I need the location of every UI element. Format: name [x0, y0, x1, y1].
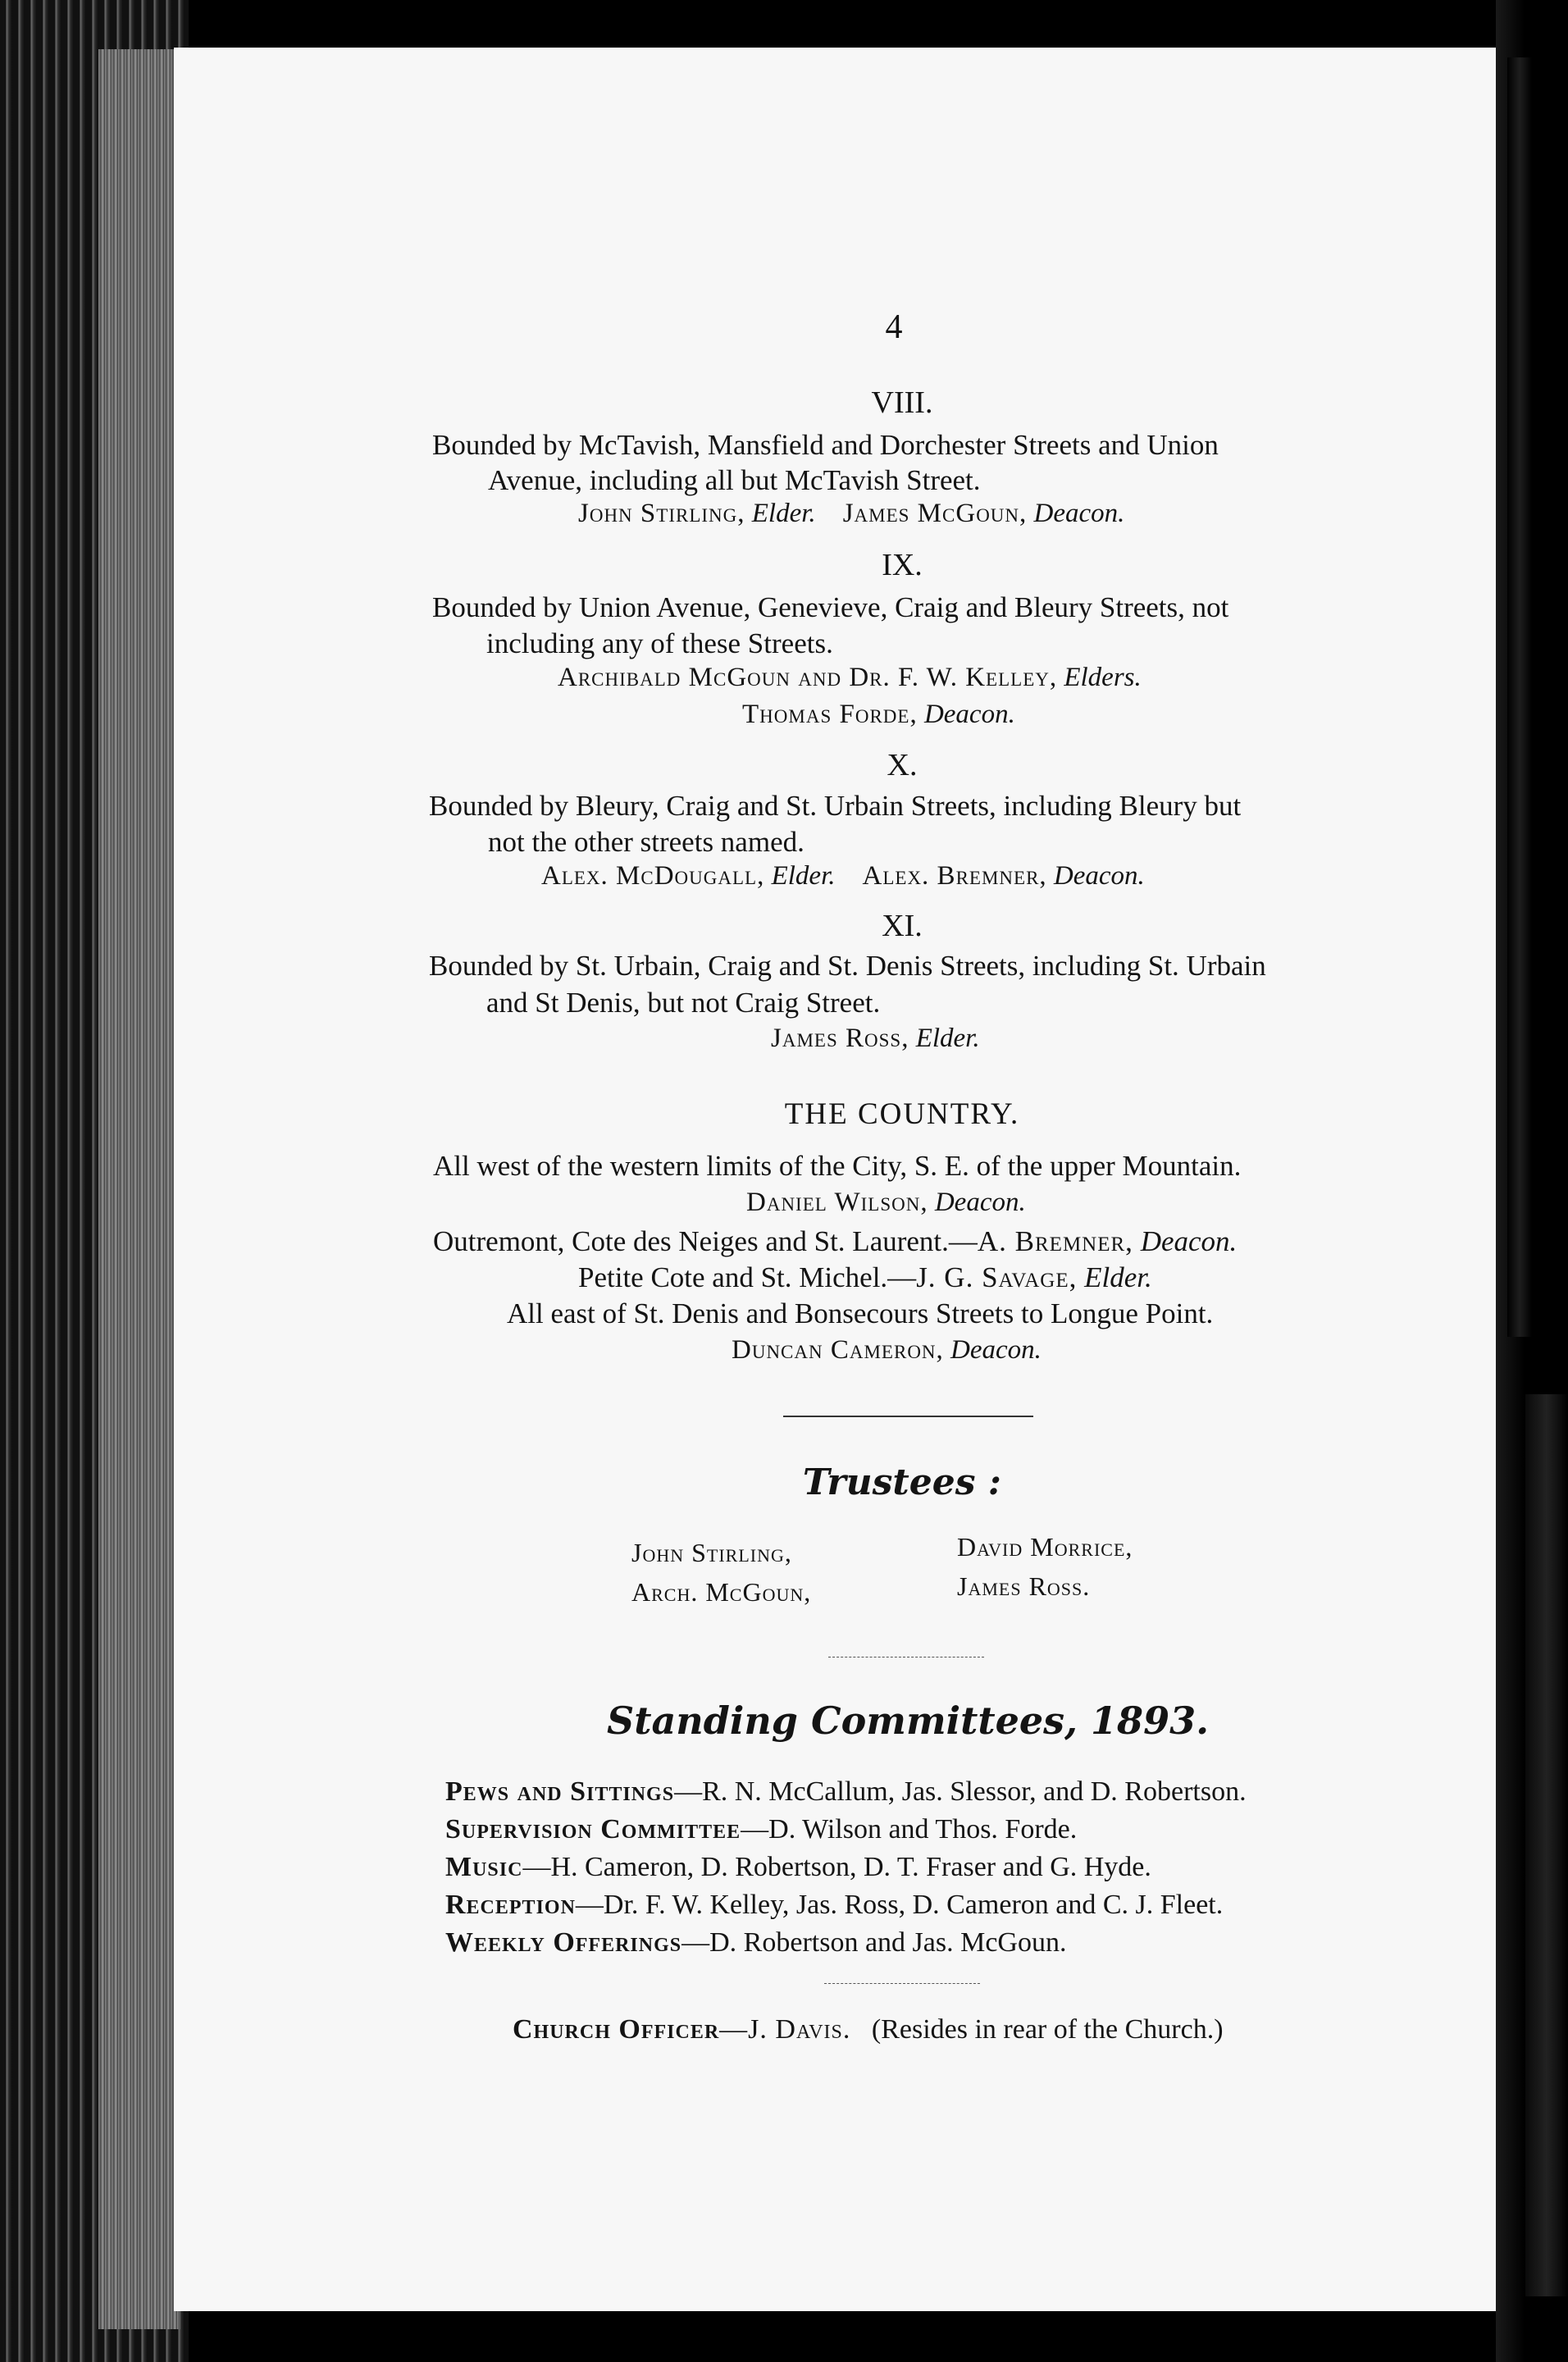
committee-item [445, 1778, 1247, 1806]
church-officer-name: —J. Davis. [719, 2014, 851, 2045]
officer-role: Deacon. [1033, 499, 1125, 528]
trustee-name: David Morrice, [957, 1532, 1133, 1562]
officer-role: Elders. [1064, 663, 1142, 692]
officer-role: Deacon. [1140, 1225, 1238, 1257]
district-description: Bounded by Bleury, Craig and St. Urbain Streets, including Bleury but [429, 790, 1242, 822]
committee-item [445, 1891, 1223, 1919]
district-officers [578, 500, 1124, 527]
officer-name: Alex. McDougall, [541, 861, 765, 891]
church-officer-line [513, 2016, 1224, 2044]
book-spine-block [98, 49, 180, 2329]
committee-item [445, 1854, 1151, 1881]
officer-name: Duncan Cameron, [732, 1335, 944, 1365]
right-edge-mark-lower [1525, 1394, 1568, 2296]
officer-role: Deacon. [950, 1335, 1042, 1365]
officer-role: Deacon. [923, 700, 1015, 729]
church-officer-label: Church Officer [513, 2014, 720, 2045]
church-officer-note: (Resides in rear of the Church.) [871, 2014, 1224, 2045]
officer-name: Alex. Bremner, [862, 861, 1047, 891]
officer-name: Thomas Forde, [742, 700, 918, 729]
section-divider [824, 1983, 980, 1984]
officer-role: Deacon. [934, 1188, 1026, 1217]
district-description: Bounded by McTavish, Mansfield and Dorchester Streets and Union [432, 429, 1219, 461]
district-numeral: XI. [882, 909, 923, 943]
trustees-heading: Trustees : [802, 1461, 1002, 1503]
committee-item [445, 1929, 1066, 1957]
officer-role: Elder. [751, 499, 816, 528]
district-officers [771, 1025, 980, 1052]
officer-role: Elder. [771, 861, 836, 891]
committee-members: —Dr. F. W. Kelley, Jas. Ross, D. Cameron and C. J. Fleet. [575, 1890, 1224, 1920]
committee-label: Reception [445, 1890, 576, 1920]
committee-label: Music [445, 1852, 523, 1882]
district-numeral: IX. [882, 548, 923, 582]
country-officer [746, 1189, 1026, 1216]
country-line-text: Petite Cote and St. Michel.— [578, 1261, 917, 1293]
committee-members: —D. Robertson and Jas. McGoun. [681, 1927, 1067, 1958]
committee-members: —R. N. McCallum, Jas. Slessor, and D. Robertson. [674, 1776, 1247, 1807]
officer-name: J. G. Savage, [916, 1261, 1078, 1293]
committee-members: —D. Wilson and Thos. Forde. [741, 1814, 1078, 1844]
officer-name: John Stirling, [578, 499, 745, 528]
officer-role: Elder. [1084, 1261, 1152, 1293]
country-line-text: Outremont, Cote des Neiges and St. Laurent.— [433, 1225, 978, 1257]
officer-name: Daniel Wilson, [746, 1188, 928, 1217]
district-description: Bounded by St. Urbain, Craig and St. Denis Streets, including St. Urbain [429, 950, 1266, 982]
country-line [578, 1263, 1152, 1292]
district-description: including any of these Streets. [486, 627, 833, 659]
country-line: All west of the western limits of the City, S. E. of the upper Mountain. [433, 1150, 1242, 1182]
country-officer [732, 1337, 1042, 1364]
officer-role: Elder. [915, 1024, 980, 1053]
district-description: not the other streets named. [488, 826, 805, 858]
district-numeral: X. [887, 748, 918, 782]
committee-members: —H. Cameron, D. Robertson, D. T. Fraser and G. Hyde. [522, 1852, 1151, 1882]
district-description: and St Denis, but not Craig Street. [486, 987, 881, 1019]
committee-label: Supervision Committee [445, 1814, 741, 1844]
right-edge-mark [1507, 57, 1532, 1337]
officer-name: James Ross, [771, 1024, 909, 1053]
trustee-name: James Ross. [957, 1571, 1091, 1601]
officer-name: James McGoun, [842, 499, 1028, 528]
section-divider [828, 1657, 984, 1658]
country-line [433, 1227, 1237, 1256]
district-officers [742, 701, 1015, 728]
district-description: Avenue, including all but McTavish Street. [488, 464, 981, 496]
committee-label: Weekly Offerings [445, 1927, 682, 1958]
district-officers [541, 863, 1145, 890]
trustee-name: John Stirling, [631, 1538, 792, 1567]
committee-item [445, 1816, 1077, 1844]
officer-role: Deacon. [1053, 861, 1145, 891]
committees-heading: Standing Committees, 1893. [607, 1699, 1210, 1743]
district-numeral: VIII. [871, 385, 933, 420]
district-description: Bounded by Union Avenue, Genevieve, Craig and Bleury Streets, not [432, 591, 1229, 623]
officer-name: Archibald McGoun and Dr. F. W. Kelley, [558, 663, 1058, 692]
country-heading: THE COUNTRY. [784, 1097, 1020, 1131]
officer-name: A. Bremner, [977, 1225, 1133, 1257]
trustee-name: Arch. McGoun, [631, 1577, 812, 1607]
district-officers [558, 664, 1142, 691]
country-line: All east of St. Denis and Bonsecours Streets to Longue Point. [507, 1297, 1214, 1329]
page-number: 4 [885, 308, 903, 346]
committee-label: Pews and Sittings [445, 1776, 675, 1807]
section-divider [783, 1416, 1033, 1417]
